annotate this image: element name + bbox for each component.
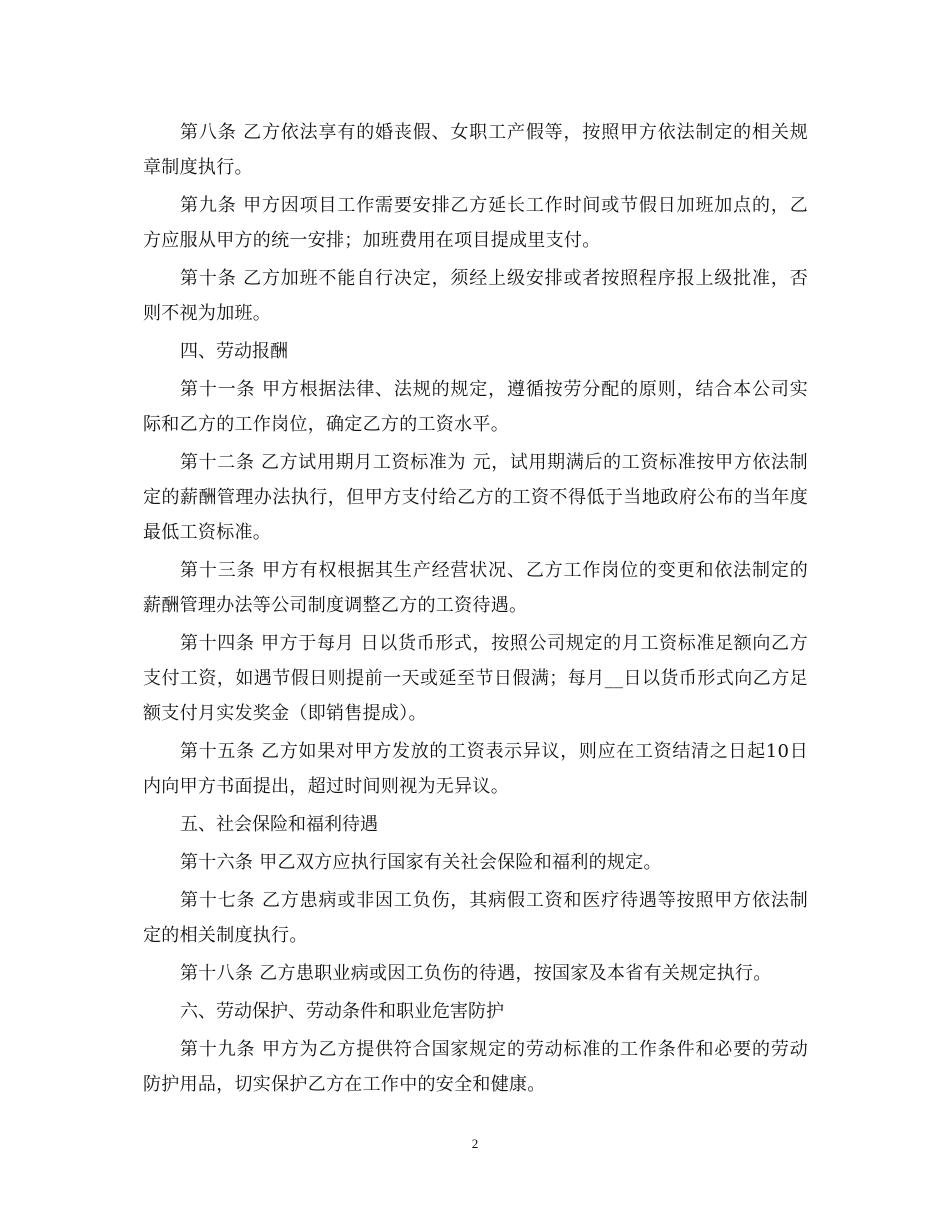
article-11: 第十一条 甲方根据法律、法规的规定，遵循按劳分配的原则，结合本公司实际和乙方的工作岗位，确定乙方的工资水平。 <box>143 379 808 435</box>
article-12: 第十二条 乙方试用期月工资标准为 元，试用期满后的工资标准按甲方依法制定的薪酬管理办法执行，但甲方支付给乙方的工资不得低于当地政府公布的当年度最低工资标准。 <box>143 452 808 543</box>
section-heading-labor-protection: 六、劳动保护、劳动条件和职业危害防护 <box>180 1001 504 1022</box>
article-14: 第十四条 甲方于每月 日以货币形式，按照公司规定的月工资标准足额向乙方支付工资，如遇节假日则提前一天或延至节日假满；每月__日以货币形式向乙方足额支付月实发奖金（即销售提成）。 <box>143 633 808 724</box>
article-13: 第十三条 甲方有权根据其生产经营状况、乙方工作岗位的变更和依法制定的薪酬管理办法等公司制度调整乙方的工资待遇。 <box>143 560 808 616</box>
section-heading-social-insurance: 五、社会保险和福利待遇 <box>180 814 378 835</box>
page-number: 2 <box>471 1136 479 1151</box>
article-15: 第十五条 乙方如果对甲方发放的工资表示异议，则应在工资结清之日起10日内向甲方书面提出，超过时间则视为无异议。 <box>143 741 808 797</box>
article-8: 第八条 乙方依法享有的婚丧假、女职工产假等，按照甲方依法制定的相关规章制度执行。 <box>143 122 808 178</box>
document-body <box>143 115 808 1105</box>
article-19: 第十九条 甲方为乙方提供符合国家规定的劳动标准的工作条件和必要的劳动防护用品，切实保护乙方在工作中的安全和健康。 <box>143 1039 808 1095</box>
article-18: 第十八条 乙方患职业病或因工负伤的待遇，按国家及本省有关规定执行。 <box>180 963 772 984</box>
article-17: 第十七条 乙方患病或非因工负伤，其病假工资和医疗待遇等按照甲方依法制定的相关制度执行。 <box>143 890 808 946</box>
article-9: 第九条 甲方因项目工作需要安排乙方延长工作时间或节假日加班加点的，乙方应服从甲方的统一安排；加班费用在项目提成里支付。 <box>143 195 808 251</box>
section-heading-labor-pay: 四、劳动报酬 <box>180 341 288 362</box>
article-16: 第十六条 甲乙双方应执行国家有关社会保险和福利的规定。 <box>180 852 662 873</box>
article-10: 第十条 乙方加班不能自行决定，须经上级安排或者按照程序报上级批准，否则不视为加班。 <box>143 268 808 324</box>
